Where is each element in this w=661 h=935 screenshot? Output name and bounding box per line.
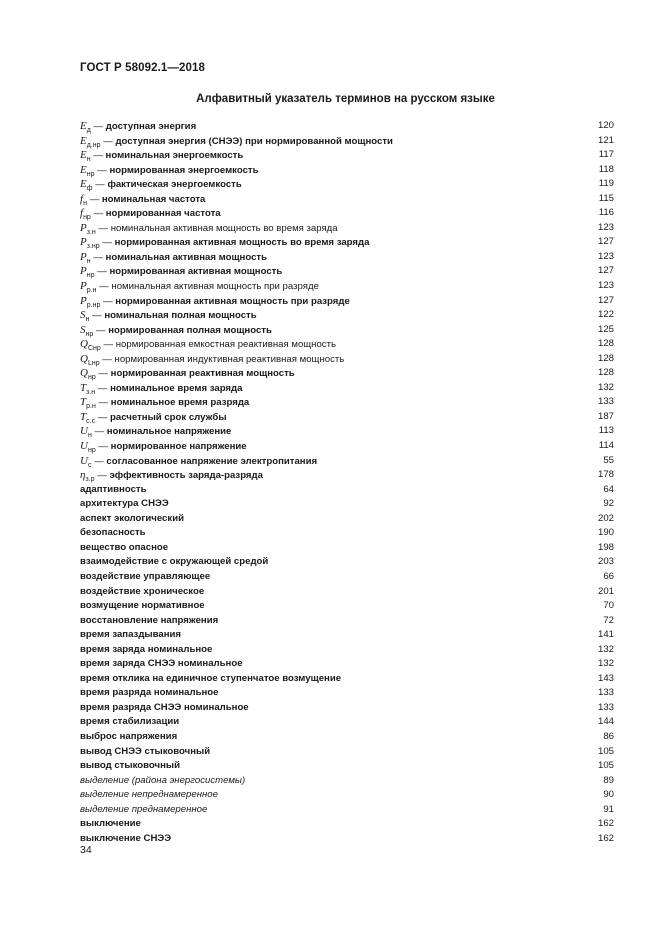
term-text: номинальная активная мощность во время заряда — [110, 222, 338, 234]
dash-separator: — — [95, 441, 111, 453]
term-text: номинальная частота — [101, 193, 206, 205]
index-term — [80, 119, 196, 135]
term-symbol: $E_{нр}$ — [80, 163, 95, 178]
index-term — [80, 424, 231, 440]
term-text: адаптивность — [80, 483, 147, 495]
page-reference: 105 — [597, 760, 614, 772]
page-reference: 133 — [597, 687, 614, 699]
term-text: выделение (района энергосистемы) — [80, 774, 246, 786]
dash-separator: — — [90, 150, 106, 162]
term-text: архитектура СНЭЭ — [80, 498, 169, 510]
index-term — [80, 585, 204, 600]
dash-separator: — — [93, 324, 109, 336]
index-entry — [80, 192, 614, 207]
term-text: вывод СНЭЭ стыковочный — [80, 745, 211, 757]
index-entry — [80, 119, 614, 134]
term-text: номинальная активная мощность — [105, 251, 267, 263]
page-reference: 90 — [603, 789, 614, 801]
term-symbol-subscript: Lнр — [87, 359, 100, 367]
page-reference: 119 — [598, 178, 614, 190]
term-text: выключение — [80, 818, 141, 830]
index-term — [80, 570, 210, 585]
term-text: фактическая энергоемкость — [107, 179, 242, 191]
term-text: номинальное время заряда — [110, 382, 243, 394]
index-entry — [80, 163, 614, 178]
page-reference: 162 — [597, 832, 614, 844]
page-reference: 113 — [598, 425, 614, 437]
term-text: выключение СНЭЭ — [80, 832, 172, 844]
term-text: время отклика на единичное ступенчатое возмущение — [80, 672, 342, 684]
term-text: восстановление напряжения — [80, 614, 219, 626]
index-entry — [80, 526, 614, 541]
index-entry — [80, 134, 614, 149]
term-symbol: $P_{нр}$ — [80, 265, 95, 280]
index-term — [80, 657, 243, 672]
index-entry — [80, 352, 614, 367]
index-term — [80, 526, 146, 541]
term-symbol-subscript: з.нр — [86, 243, 100, 251]
page-reference: 132 — [597, 381, 614, 393]
page-reference: 178 — [597, 469, 614, 481]
index-entry — [80, 424, 614, 439]
index-term — [80, 366, 295, 382]
page-reference: 55 — [603, 454, 614, 466]
term-text: номинальная полная мощность — [104, 310, 257, 322]
term-symbol: $U_н$ — [80, 425, 92, 440]
term-symbol: $T_{с.с}$ — [80, 410, 96, 425]
page-reference: 128 — [597, 352, 614, 364]
page-reference: 132 — [597, 643, 614, 655]
dash-separator: — — [95, 411, 111, 423]
index-term — [80, 701, 249, 716]
term-symbol-subscript: р.нр — [86, 301, 101, 309]
term-text: нормированная активная мощность — [109, 266, 283, 278]
page-reference: 187 — [597, 410, 614, 422]
page-number: 34 — [80, 844, 92, 856]
term-symbol: $P_{р.нр}$ — [80, 294, 101, 309]
term-symbol: $Q_{Lнр}$ — [80, 352, 100, 367]
index-entries-list — [80, 119, 614, 846]
page-reference: 128 — [597, 367, 614, 379]
index-entry — [80, 366, 614, 381]
dash-separator: — — [91, 426, 107, 438]
index-term — [80, 206, 221, 222]
dash-separator: — — [99, 237, 115, 249]
term-text: аспект экологический — [80, 512, 184, 524]
index-term — [80, 381, 242, 397]
index-term — [80, 308, 257, 324]
term-symbol-subscript: з.н — [86, 388, 96, 396]
index-entry — [80, 497, 614, 512]
page-reference: 141 — [597, 629, 614, 641]
dash-separator: — — [89, 310, 105, 322]
page-reference: 127 — [597, 265, 614, 277]
page-reference: 133 — [597, 701, 614, 713]
index-entry — [80, 323, 614, 338]
index-term — [80, 628, 181, 643]
term-text: время заряда СНЭЭ номинальное — [80, 658, 243, 670]
term-text: нормированная активная мощность при разряде — [115, 295, 350, 307]
index-term — [80, 454, 317, 470]
dash-separator: — — [100, 339, 116, 351]
page-reference: 86 — [603, 730, 614, 742]
index-term — [80, 134, 393, 150]
term-symbol-subscript: нр — [85, 330, 94, 338]
page-reference: 201 — [597, 585, 614, 597]
term-text: взаимодействие с окружающей средой — [80, 556, 269, 568]
term-text: выделение непреднамеренное — [80, 789, 218, 801]
dash-separator: — — [86, 193, 102, 205]
term-symbol: $U_{нр}$ — [80, 440, 96, 455]
term-text: время заряда номинальное — [80, 643, 213, 655]
index-entry — [80, 512, 614, 527]
term-text: воздействие управляющее — [80, 570, 211, 582]
term-text: воздействие хроническое — [80, 585, 205, 597]
term-symbol: $S_{нр}$ — [80, 323, 94, 338]
term-symbol: $P_{з.нр}$ — [80, 236, 100, 251]
page-reference: 133 — [597, 396, 614, 408]
index-entry — [80, 294, 614, 309]
index-entry — [80, 177, 614, 192]
index-term — [80, 264, 282, 280]
term-symbol-subscript: р.н — [86, 287, 97, 295]
index-entry — [80, 410, 614, 425]
index-term — [80, 541, 168, 556]
term-text: вещество опасное — [80, 541, 169, 553]
index-entry — [80, 730, 614, 745]
index-term — [80, 352, 344, 368]
index-entry — [80, 221, 614, 236]
index-term — [80, 803, 207, 818]
page-reference: 70 — [603, 600, 614, 612]
term-symbol: $E_н$ — [80, 149, 91, 164]
index-term — [80, 599, 205, 614]
term-text: нормированная активная мощность во время заряда — [114, 237, 370, 249]
dash-separator: — — [95, 397, 111, 409]
index-term — [80, 221, 338, 237]
index-term — [80, 497, 169, 512]
term-text: номинальная активная мощность при разряде — [111, 281, 319, 293]
index-entry — [80, 643, 614, 658]
page-reference: 114 — [598, 440, 614, 452]
dash-separator: — — [100, 135, 116, 147]
dash-separator: — — [94, 470, 110, 482]
index-entry — [80, 774, 614, 789]
term-symbol-subscript: c — [87, 461, 92, 469]
index-entry — [80, 264, 614, 279]
dash-separator: — — [95, 368, 111, 380]
index-term — [80, 759, 180, 774]
page-reference: 105 — [597, 745, 614, 757]
index-entry — [80, 468, 614, 483]
term-text: эффективность заряда-разряда — [109, 470, 263, 482]
index-term — [80, 643, 212, 658]
term-symbol: $U_c$ — [80, 454, 92, 469]
index-term — [80, 672, 341, 687]
index-entry — [80, 454, 614, 469]
index-term — [80, 730, 177, 745]
term-text: нормированная энергоемкость — [109, 164, 259, 176]
page-reference: 190 — [597, 527, 614, 539]
index-entry — [80, 570, 614, 585]
index-entry — [80, 279, 614, 294]
page-reference: 125 — [597, 323, 614, 335]
index-term — [80, 235, 369, 251]
index-term — [80, 410, 227, 426]
term-text: нормированная индуктивная реактивная мощность — [114, 353, 345, 365]
page-reference: 118 — [598, 163, 614, 175]
term-text: согласованное напряжение электропитания — [106, 455, 318, 467]
dash-separator: — — [92, 179, 108, 191]
term-text: нормированная полная мощность — [108, 324, 272, 336]
index-entry — [80, 381, 614, 396]
index-term — [80, 555, 268, 570]
index-term — [80, 832, 171, 847]
term-symbol: $f_{нр}$ — [80, 207, 91, 222]
term-symbol-subscript: нр — [83, 214, 91, 222]
page-reference: 123 — [597, 221, 614, 233]
index-entry — [80, 817, 614, 832]
dash-separator: — — [99, 353, 115, 365]
page-reference: 72 — [603, 614, 614, 626]
term-text: вывод стыковочный — [80, 760, 180, 772]
index-entry — [80, 483, 614, 498]
term-text: выделение преднамеренное — [80, 803, 208, 815]
page-reference: 89 — [603, 774, 614, 786]
term-symbol: $P_{р.н}$ — [80, 280, 97, 295]
index-entry — [80, 614, 614, 629]
index-entry — [80, 541, 614, 556]
index-term — [80, 250, 267, 266]
term-text: нормированная частота — [105, 208, 221, 220]
page-reference: 162 — [597, 818, 614, 830]
index-term — [80, 279, 319, 295]
term-text: номинальная энергоемкость — [105, 150, 244, 162]
term-text: нормированная емкостная реактивная мощность — [115, 339, 336, 351]
page-reference: 143 — [597, 672, 614, 684]
index-term — [80, 148, 243, 164]
index-term — [80, 294, 350, 310]
dash-separator: — — [90, 208, 106, 220]
index-entry — [80, 803, 614, 818]
index-term — [80, 323, 272, 339]
term-text: время стабилизации — [80, 716, 180, 728]
index-entry — [80, 788, 614, 803]
term-symbol-subscript: р.н — [86, 403, 96, 411]
term-text: время разряда номинальное — [80, 687, 219, 699]
index-entry — [80, 439, 614, 454]
term-text: безопасность — [80, 527, 146, 539]
index-term — [80, 788, 218, 803]
page-reference: 121 — [597, 134, 614, 146]
index-title: Алфавитный указатель терминов на русском языке — [196, 93, 495, 105]
index-term — [80, 745, 210, 760]
index-entry — [80, 337, 614, 352]
page-reference: 92 — [603, 498, 614, 510]
term-symbol-subscript: нр — [86, 272, 95, 280]
index-term — [80, 337, 336, 353]
term-symbol-subscript: нр — [87, 447, 96, 455]
index-term — [80, 686, 218, 701]
document-code: ГОСТ Р 58092.1—2018 — [80, 62, 205, 74]
term-symbol-subscript: н — [86, 257, 91, 265]
index-entry — [80, 235, 614, 250]
index-entry — [80, 759, 614, 774]
page-reference: 128 — [597, 338, 614, 350]
index-entry — [80, 832, 614, 847]
index-entry — [80, 206, 614, 221]
index-term — [80, 715, 179, 730]
term-text: номинальное напряжение — [106, 426, 232, 438]
page-reference: 66 — [603, 570, 614, 582]
page-reference: 202 — [597, 512, 614, 524]
index-term — [80, 483, 147, 498]
index-entry — [80, 599, 614, 614]
term-symbol-subscript: с.с — [86, 417, 96, 425]
term-symbol-subscript: н — [85, 316, 90, 324]
dash-separator: — — [95, 382, 111, 394]
index-entry — [80, 555, 614, 570]
term-symbol: $f_н$ — [80, 192, 87, 207]
index-entry — [80, 715, 614, 730]
page-reference: 127 — [597, 236, 614, 248]
page-reference: 127 — [597, 294, 614, 306]
index-entry — [80, 672, 614, 687]
term-symbol-subscript: з.н — [86, 228, 96, 236]
term-text: доступная энергия — [105, 121, 197, 132]
term-symbol-subscript: д — [86, 127, 91, 134]
term-symbol: $P_{з.н}$ — [80, 221, 96, 236]
term-text: номинальное время разряда — [110, 397, 250, 409]
index-term — [80, 395, 249, 411]
index-entry — [80, 701, 614, 716]
term-symbol-subscript: ф — [86, 185, 93, 193]
index-entry — [80, 585, 614, 600]
term-symbol: $\eta_{з.р}$ — [80, 469, 95, 484]
page-reference: 123 — [597, 280, 614, 292]
term-symbol: $E_ф$ — [80, 178, 93, 193]
term-symbol-subscript: н — [83, 199, 87, 207]
dash-separator: — — [100, 295, 116, 307]
page-reference: 115 — [598, 192, 614, 204]
dash-separator: — — [91, 455, 107, 467]
page-reference: 122 — [597, 309, 614, 321]
index-term — [80, 468, 263, 484]
page-reference: 91 — [603, 803, 614, 815]
term-symbol-subscript: нр — [86, 170, 95, 178]
index-entry — [80, 395, 614, 410]
dash-separator: — — [95, 222, 111, 234]
index-term — [80, 163, 259, 179]
page-reference: 203 — [597, 556, 614, 568]
term-text: расчетный срок службы — [110, 411, 227, 423]
term-symbol: $E_д$ — [80, 120, 91, 134]
index-term — [80, 192, 205, 208]
index-entry — [80, 745, 614, 760]
dash-separator: — — [96, 281, 112, 293]
term-symbol: $E_{д.нр}$ — [80, 134, 101, 149]
term-text: нормированное напряжение — [110, 441, 247, 453]
dash-separator: — — [90, 251, 106, 263]
term-symbol-subscript: з.р — [85, 476, 95, 484]
page-reference: 120 — [597, 120, 614, 131]
page-reference: 198 — [597, 541, 614, 553]
term-text: время разряда СНЭЭ номинальное — [80, 701, 249, 713]
index-term — [80, 817, 141, 832]
term-symbol: $P_н$ — [80, 250, 91, 265]
index-entry — [80, 250, 614, 265]
term-symbol: $T_{р.н}$ — [80, 396, 96, 411]
term-symbol-subscript: н — [86, 156, 91, 164]
page-reference: 116 — [598, 207, 614, 219]
page-reference: 132 — [597, 658, 614, 670]
index-entry — [80, 628, 614, 643]
index-entry — [80, 308, 614, 323]
term-symbol-subscript: н — [87, 432, 92, 440]
index-term — [80, 177, 242, 193]
term-text: время запаздывания — [80, 629, 182, 641]
term-text: доступная энергия (СНЭЭ) при нормированной мощности — [115, 135, 393, 147]
index-entry — [80, 686, 614, 701]
term-symbol: $T_{з.н}$ — [80, 381, 96, 396]
page-reference: 144 — [597, 716, 614, 728]
term-symbol: $Q_{Cнр}$ — [80, 338, 101, 353]
term-text: возмущение нормативное — [80, 600, 205, 612]
index-entry — [80, 657, 614, 672]
term-symbol-subscript: д.нр — [86, 141, 101, 149]
term-symbol-subscript: Cнр — [87, 345, 101, 353]
page-reference: 64 — [603, 483, 614, 495]
page-reference: 117 — [598, 149, 614, 161]
index-term — [80, 439, 247, 455]
term-text: нормированная реактивная мощность — [110, 368, 295, 380]
index-term — [80, 512, 184, 527]
dash-separator: — — [90, 121, 106, 132]
index-term — [80, 774, 245, 789]
term-symbol: $Q_{нр}$ — [80, 367, 96, 382]
index-term — [80, 614, 218, 629]
page-reference: 123 — [597, 250, 614, 262]
term-symbol-subscript: нр — [87, 374, 96, 382]
term-text: выброс напряжения — [80, 730, 178, 742]
dash-separator: — — [94, 164, 110, 176]
dash-separator: — — [94, 266, 110, 278]
index-entry — [80, 148, 614, 163]
term-symbol: $S_н$ — [80, 309, 90, 324]
